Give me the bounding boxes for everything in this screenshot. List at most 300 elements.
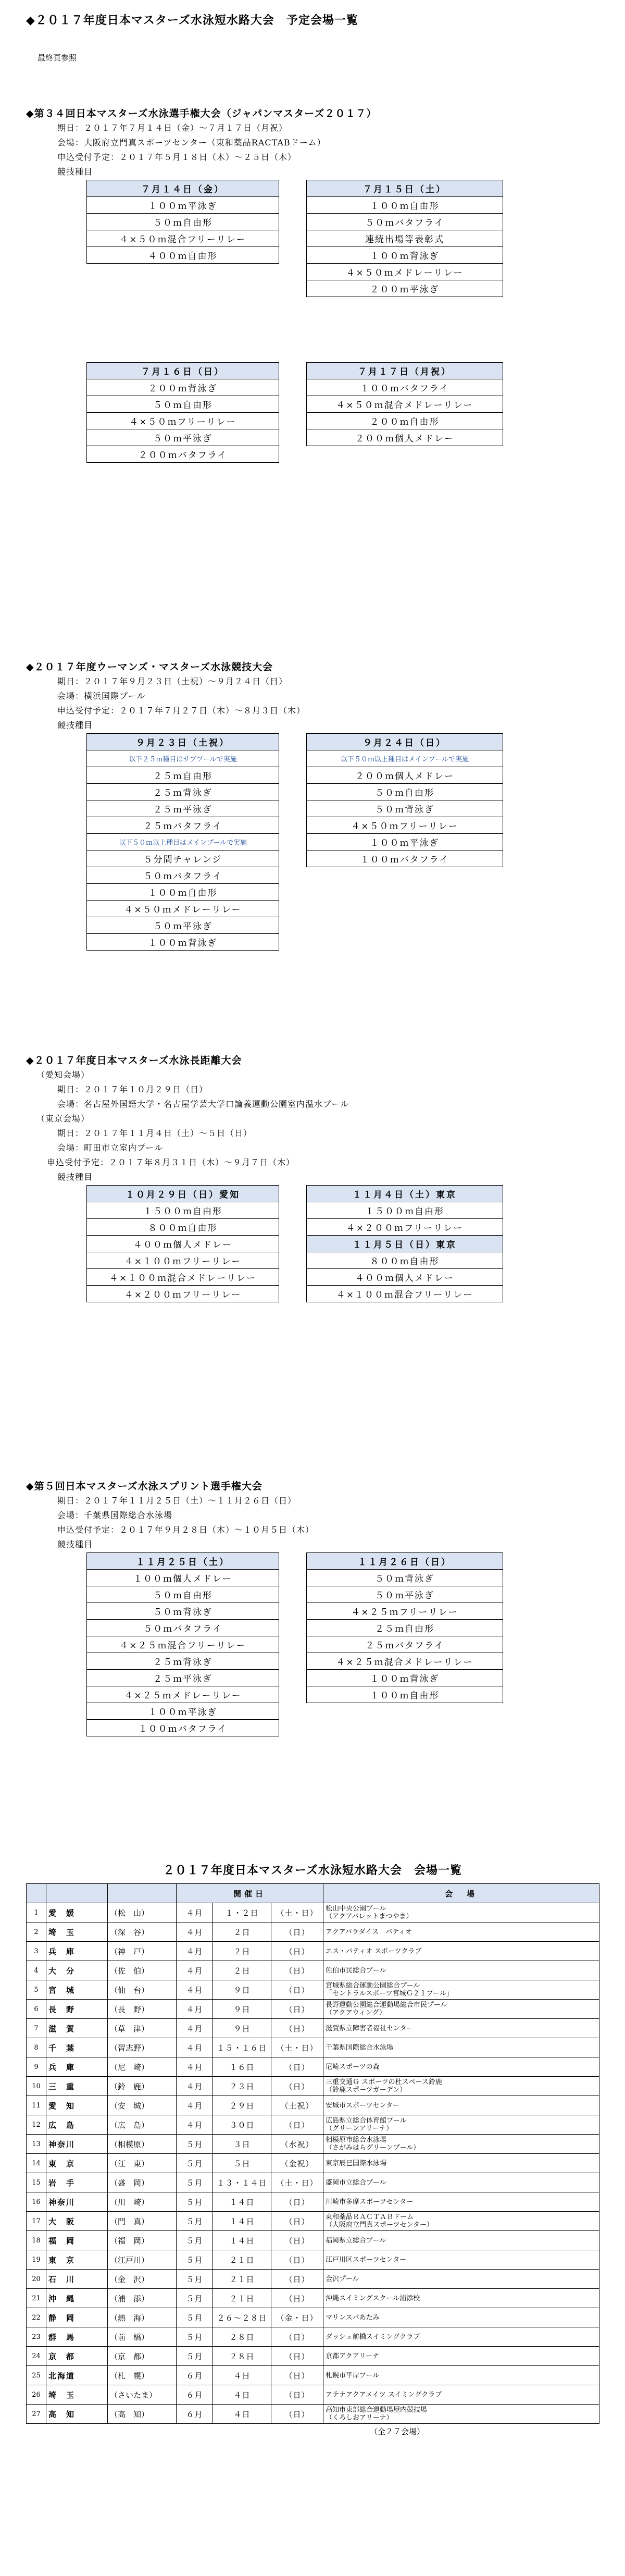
venue-place-line: 相模原市総合水泳場 bbox=[326, 2136, 387, 2144]
venue-prefecture: 大 阪 bbox=[46, 2212, 108, 2231]
s1-day4-header: ７月１７日（月祝） bbox=[307, 363, 503, 379]
venue-city: （長 野） bbox=[108, 2000, 177, 2019]
s3-events-label: 競技種目 bbox=[57, 1172, 93, 1182]
venue-month: ５月 bbox=[177, 2192, 213, 2212]
venue-month: ６月 bbox=[177, 2405, 213, 2424]
venue-prefecture: 京 都 bbox=[46, 2347, 108, 2366]
event-cell: ２５ｍ平泳ぎ bbox=[87, 800, 279, 817]
venue-day: ２３日 bbox=[213, 2077, 271, 2096]
venue-day: ２１日 bbox=[213, 2270, 271, 2289]
venue-place bbox=[323, 2366, 599, 2385]
venue-day: １４日 bbox=[213, 2192, 271, 2212]
venue-weekday: （日） bbox=[271, 1980, 323, 2000]
s1-period: 期日：２０１７年７月１４日（金）〜７月１７日（月祝） bbox=[57, 123, 288, 133]
venue-row bbox=[27, 2154, 599, 2173]
venue-place bbox=[323, 2308, 599, 2327]
s1-day1-table bbox=[86, 180, 279, 264]
s2-events-label: 競技種目 bbox=[57, 720, 93, 730]
venue-prefecture: 岩 手 bbox=[46, 2173, 108, 2192]
venue-row bbox=[27, 1922, 599, 1942]
event-cell: ２５ｍ背泳ぎ bbox=[87, 1653, 279, 1670]
venue-prefecture: 兵 庫 bbox=[46, 1942, 108, 1961]
venue-day: ４日 bbox=[213, 2366, 271, 2385]
venue-prefecture: 沖 縄 bbox=[46, 2289, 108, 2308]
venue-no: 10 bbox=[27, 2077, 46, 2096]
event-cell: １００ｍ自由形 bbox=[87, 884, 279, 901]
venue-place bbox=[323, 2212, 599, 2231]
venue-weekday: （日） bbox=[271, 2077, 323, 2096]
venue-row bbox=[27, 2231, 599, 2250]
venue-place-line: （グリーンアリーナ） bbox=[326, 2125, 393, 2133]
event-cell: ４×２５ｍ混合メドレーリレー bbox=[307, 1653, 503, 1670]
s3-entry: 申込受付予定：２０１７年８月３１日（木）〜９月７日（木） bbox=[47, 1157, 295, 1167]
venue-no: 11 bbox=[27, 2096, 46, 2115]
venue-place-line: 盛岡市立総合プール bbox=[326, 2178, 386, 2187]
venue-place-line: （アクアパレットまつやま） bbox=[326, 1913, 413, 1920]
venue-row bbox=[27, 2289, 599, 2308]
venue-day: ９日 bbox=[213, 2019, 271, 2038]
venue-day: ９日 bbox=[213, 1980, 271, 2000]
venue-place bbox=[323, 2192, 599, 2212]
venue-prefecture: 北海道 bbox=[46, 2366, 108, 2385]
venue-no: 6 bbox=[27, 2000, 46, 2019]
venue-city: （江戸川） bbox=[108, 2250, 177, 2270]
event-cell: ４×１００ｍ混合メドレーリレー bbox=[87, 1269, 279, 1286]
venue-place-line: 東京辰巳国際水泳場 bbox=[326, 2159, 387, 2167]
pool-note: 以下２５ｍ種目はサブプールで実施 bbox=[87, 750, 279, 767]
s3-tokyo-venue: 会場：町田市立室内プール bbox=[57, 1143, 164, 1153]
venue-month: ５月 bbox=[177, 2270, 213, 2289]
venue-place-line: 高知市東部総合運動場屋内競技場 bbox=[326, 2406, 428, 2414]
venue-prefecture: 神奈川 bbox=[46, 2192, 108, 2212]
venue-no: 8 bbox=[27, 2038, 46, 2057]
venue-month: ５月 bbox=[177, 2135, 213, 2154]
s4-day2-header: １１月２６日（日） bbox=[307, 1553, 503, 1570]
venue-city: （さいたま） bbox=[108, 2385, 177, 2405]
venue-weekday: （日） bbox=[271, 2270, 323, 2289]
venue-city: （前 橋） bbox=[108, 2327, 177, 2347]
venue-place-line: 宮城県総合運動公園総合プール bbox=[326, 1982, 420, 1990]
venue-no: 3 bbox=[27, 1942, 46, 1961]
venue-place bbox=[323, 2250, 599, 2270]
venue-place-line: エス・パティオ スポーツクラブ bbox=[326, 1947, 422, 1955]
venue-day: ３日 bbox=[213, 2135, 271, 2154]
venue-place-line: 江戸川区スポーツセンター bbox=[326, 2255, 406, 2264]
event-cell: ４×５０ｍ混合メドレーリレー bbox=[307, 396, 503, 413]
event-cell: １５００ｍ自由形 bbox=[307, 1202, 503, 1219]
venue-row bbox=[27, 1903, 599, 1922]
venue-weekday: （日） bbox=[271, 2231, 323, 2250]
venue-city: （深 谷） bbox=[108, 1922, 177, 1942]
event-cell: ４×２００ｍフリーリレー bbox=[87, 1286, 279, 1302]
venue-day: ５日 bbox=[213, 2154, 271, 2173]
venue-city: （鈴 鹿） bbox=[108, 2077, 177, 2096]
venue-row bbox=[27, 1942, 599, 1961]
event-cell: ５０ｍバタフライ bbox=[87, 1620, 279, 1636]
venue-place-line: アクアパラダイス パティオ bbox=[326, 1928, 413, 1936]
venue-city: （神 戸） bbox=[108, 1942, 177, 1961]
venue-prefecture: 福 岡 bbox=[46, 2231, 108, 2250]
event-cell: １５００ｍ自由形 bbox=[87, 1202, 279, 1219]
venue-no: 24 bbox=[27, 2347, 46, 2366]
s3-tokyo-label: （東京会場） bbox=[36, 1114, 90, 1124]
venue-place bbox=[323, 1942, 599, 1961]
s1-day1-header: ７月１４日（金） bbox=[87, 180, 279, 197]
venue-place-line: （くろしおアリーナ） bbox=[326, 2414, 393, 2422]
event-cell: ２５ｍ自由形 bbox=[87, 767, 279, 784]
venue-month: ５月 bbox=[177, 2308, 213, 2327]
event-cell: ５０ｍ平泳ぎ bbox=[87, 917, 279, 934]
venue-no: 2 bbox=[27, 1922, 46, 1942]
venue-month: ６月 bbox=[177, 2366, 213, 2385]
venue-city: （盛 岡） bbox=[108, 2173, 177, 2192]
venue-place-line: 広島県立総合体育館プール bbox=[326, 2117, 407, 2125]
venue-weekday: （土・日） bbox=[271, 2038, 323, 2057]
venue-day: ２日 bbox=[213, 1922, 271, 1942]
s1-day2-header: ７月１５日（土） bbox=[307, 180, 503, 197]
venue-day: ２日 bbox=[213, 1961, 271, 1980]
venue-place bbox=[323, 2115, 599, 2135]
s3-aichi-period: 期日：２０１７年１０月２９日（日） bbox=[57, 1084, 208, 1094]
venue-prefecture: 愛 媛 bbox=[46, 1903, 108, 1922]
venue-city: （佐 伯） bbox=[108, 1961, 177, 1980]
venue-place-line: 佐伯市民総合プール bbox=[326, 1966, 386, 1975]
venue-weekday: （金・日） bbox=[271, 2308, 323, 2327]
venue-day: １５・１６日 bbox=[213, 2038, 271, 2057]
event-cell: ２５ｍ平泳ぎ bbox=[87, 1670, 279, 1686]
s4-day2-table bbox=[306, 1552, 503, 1703]
s2-entry: 申込受付予定：２０１７年７月２７日（木）〜８月３日（木） bbox=[57, 706, 306, 716]
event-cell: １００ｍ平泳ぎ bbox=[87, 197, 279, 214]
venue-weekday: （日） bbox=[271, 2289, 323, 2308]
venue-row bbox=[27, 1961, 599, 1980]
event-cell: ４×２５ｍフリーリレー bbox=[307, 1603, 503, 1620]
venue-month: ５月 bbox=[177, 2212, 213, 2231]
venue-city: （札 幌） bbox=[108, 2366, 177, 2385]
s4-period: 期日：２０１７年１１月２５日（土）〜１１月２６日（日） bbox=[57, 1496, 297, 1506]
event-cell: ４００ｍ個人メドレー bbox=[87, 1236, 279, 1252]
venue-row bbox=[27, 2212, 599, 2231]
venue-place-line: ダッシュ前橋スイミングクラブ bbox=[326, 2333, 420, 2341]
venue-day: ２６〜２８日 bbox=[213, 2308, 271, 2327]
venue-prefecture: 高 知 bbox=[46, 2405, 108, 2424]
s2-period: 期日：２０１７年９月２３日（土祝）〜９月２４日（日） bbox=[57, 676, 288, 686]
venue-place-line: アテナアクアメイツ スイミングクラブ bbox=[326, 2390, 442, 2399]
event-cell: ８００ｍ自由形 bbox=[87, 1219, 279, 1236]
s3-tokyo-table bbox=[306, 1185, 503, 1302]
venue-place bbox=[323, 2000, 599, 2019]
venue-row bbox=[27, 2115, 599, 2135]
venue-place-line: 金沢プール bbox=[326, 2275, 359, 2283]
venue-day: ２８日 bbox=[213, 2327, 271, 2347]
event-cell: ２００ｍ個人メドレー bbox=[307, 429, 503, 446]
venue-place-line: （鈴鹿スポーツガーデン） bbox=[326, 2086, 407, 2094]
venue-place-line: （アクアウィング） bbox=[326, 2009, 386, 2017]
venue-no: 1 bbox=[27, 1903, 46, 1922]
venue-table bbox=[26, 1883, 599, 2424]
venue-no: 22 bbox=[27, 2308, 46, 2327]
venue-row bbox=[27, 2096, 599, 2115]
venue-place bbox=[323, 2347, 599, 2366]
s3-tokyo-period: 期日：２０１７年１１月４日（土）〜５日（日） bbox=[57, 1128, 253, 1138]
s1-title: ◆第３４回日本マスターズ水泳選手権大会（ジャパンマスターズ２０１７） bbox=[26, 108, 377, 119]
venue-row bbox=[27, 2366, 599, 2385]
venue-place-line: 京都アクアリーナ bbox=[326, 2352, 380, 2360]
event-cell: ５０ｍ背泳ぎ bbox=[307, 800, 503, 817]
s2-venue: 会場：横浜国際プール bbox=[57, 691, 146, 701]
venue-no: 23 bbox=[27, 2327, 46, 2347]
venue-place-line: 長野運動公園総合運動場総合市民プール bbox=[326, 2001, 447, 2009]
venue-weekday: （日） bbox=[271, 2212, 323, 2231]
venue-day: ４日 bbox=[213, 2405, 271, 2424]
s2-day1-header: ９月２３日（土祝） bbox=[87, 734, 279, 750]
venue-row bbox=[27, 2135, 599, 2154]
venue-place bbox=[323, 1903, 599, 1922]
event-cell: ５０ｍ自由形 bbox=[87, 1586, 279, 1603]
venue-place bbox=[323, 2077, 599, 2096]
event-cell: １００ｍ個人メドレー bbox=[87, 1570, 279, 1586]
venue-place bbox=[323, 1980, 599, 2000]
venue-month: ４月 bbox=[177, 1980, 213, 2000]
venue-city: （江 東） bbox=[108, 2154, 177, 2173]
venue-day: １６日 bbox=[213, 2057, 271, 2077]
event-cell: ４００ｍ個人メドレー bbox=[307, 1269, 503, 1286]
s1-day4-table bbox=[306, 362, 503, 446]
event-cell: ４×５０ｍフリーリレー bbox=[87, 413, 279, 429]
s3-aichi-table bbox=[86, 1185, 279, 1302]
venue-place bbox=[323, 2096, 599, 2115]
venue-day: ９日 bbox=[213, 2000, 271, 2019]
pool-note: 以下５０ｍ以上種目はメインプールで実施 bbox=[307, 750, 503, 767]
venue-month: ４月 bbox=[177, 2019, 213, 2038]
s2-day1-table bbox=[86, 733, 279, 951]
venue-prefecture: 広 島 bbox=[46, 2115, 108, 2135]
s3-title: ◆２０１７年度日本マスターズ水泳長距離大会 bbox=[26, 1055, 242, 1066]
venue-place-line: マリンスパあたみ bbox=[326, 2313, 380, 2322]
venue-prefecture: 愛 知 bbox=[46, 2096, 108, 2115]
venue-row bbox=[27, 2192, 599, 2212]
event-cell: 連続出場等表彰式 bbox=[307, 230, 503, 247]
venue-city: （京 都） bbox=[108, 2347, 177, 2366]
venue-place-line: 沖縄スイミングスクール浦添校 bbox=[326, 2294, 420, 2302]
venue-total: （全２７会場） bbox=[370, 2427, 425, 2436]
venue-row bbox=[27, 2038, 599, 2057]
venue-no: 7 bbox=[27, 2019, 46, 2038]
event-cell: ４×２００ｍフリーリレー bbox=[307, 1219, 503, 1236]
venue-row bbox=[27, 2270, 599, 2289]
event-cell: ２００ｍ個人メドレー bbox=[307, 767, 503, 784]
venue-place-line: 三重交通Ｇ スポーツの杜スペース鈴鹿 bbox=[326, 2078, 442, 2086]
s4-venue: 会場：千葉県国際総合水泳場 bbox=[57, 1510, 173, 1520]
venue-month: ４月 bbox=[177, 2057, 213, 2077]
venue-day: ２日 bbox=[213, 1942, 271, 1961]
venue-weekday: （日） bbox=[271, 2057, 323, 2077]
venue-prefecture: 滋 賀 bbox=[46, 2019, 108, 2038]
event-cell: ４×５０ｍメドレーリレー bbox=[307, 264, 503, 280]
venue-month: ４月 bbox=[177, 1903, 213, 1922]
venue-day: ４日 bbox=[213, 2385, 271, 2405]
venue-month: ５月 bbox=[177, 2327, 213, 2347]
venue-place bbox=[323, 2154, 599, 2173]
venue-row bbox=[27, 2250, 599, 2270]
venue-place bbox=[323, 2231, 599, 2250]
venue-place bbox=[323, 2289, 599, 2308]
venue-city: （福 岡） bbox=[108, 2231, 177, 2250]
venue-row bbox=[27, 2057, 599, 2077]
venue-place-line: 滋賀県立障害者福祉センター bbox=[326, 2024, 414, 2032]
venue-city: （仙 台） bbox=[108, 1980, 177, 2000]
venue-prefecture: 埼 玉 bbox=[46, 1922, 108, 1942]
venue-weekday: （日） bbox=[271, 1942, 323, 1961]
venue-place-line: （大阪府立門真スポーツセンター） bbox=[326, 2221, 433, 2229]
venue-weekday: （土・日） bbox=[271, 1903, 323, 1922]
venue-weekday: （日） bbox=[271, 2385, 323, 2405]
venue-month: ４月 bbox=[177, 1961, 213, 1980]
venue-no: 13 bbox=[27, 2135, 46, 2154]
event-cell: ４×５０ｍ混合フリーリレー bbox=[87, 230, 279, 247]
venue-prefecture: 石 川 bbox=[46, 2270, 108, 2289]
venue-no: 15 bbox=[27, 2173, 46, 2192]
venue-row bbox=[27, 2405, 599, 2424]
venue-weekday: （日） bbox=[271, 2019, 323, 2038]
venue-no: 21 bbox=[27, 2289, 46, 2308]
event-cell: １００ｍ背泳ぎ bbox=[87, 934, 279, 951]
event-cell: ５０ｍ平泳ぎ bbox=[307, 1586, 503, 1603]
venue-month: ５月 bbox=[177, 2173, 213, 2192]
venue-no: 19 bbox=[27, 2250, 46, 2270]
venue-day: １４日 bbox=[213, 2212, 271, 2231]
s3-aichi-header: １０月２９日（日）愛知 bbox=[87, 1186, 279, 1202]
venue-place-line: （さがみはらグリーンプール） bbox=[326, 2144, 420, 2152]
venue-city: （金 沢） bbox=[108, 2270, 177, 2289]
venue-prefecture: 神奈川 bbox=[46, 2135, 108, 2154]
venue-prefecture: 埼 玉 bbox=[46, 2385, 108, 2405]
venue-month: ５月 bbox=[177, 2231, 213, 2250]
venue-month: ５月 bbox=[177, 2250, 213, 2270]
venue-prefecture: 千 葉 bbox=[46, 2038, 108, 2057]
s1-day2-table bbox=[306, 180, 503, 297]
s2-day2-header: ９月２４日（日） bbox=[307, 734, 503, 750]
venue-city: （川 崎） bbox=[108, 2192, 177, 2212]
venue-weekday: （土・日） bbox=[271, 2173, 323, 2192]
event-cell: １００ｍ平泳ぎ bbox=[87, 1703, 279, 1720]
venue-place-line: 東和薬品ＲＡＣＴＡＢドーム bbox=[326, 2213, 414, 2221]
event-cell: ５０ｍ自由形 bbox=[87, 214, 279, 230]
venue-weekday: （日） bbox=[271, 2347, 323, 2366]
venue-place bbox=[323, 1961, 599, 1980]
venue-weekday: （日） bbox=[271, 2250, 323, 2270]
venue-no: 18 bbox=[27, 2231, 46, 2250]
event-cell: １００ｍ背泳ぎ bbox=[307, 1670, 503, 1686]
venue-no: 16 bbox=[27, 2192, 46, 2212]
venue-day: ２８日 bbox=[213, 2347, 271, 2366]
event-cell: ５０ｍ自由形 bbox=[307, 784, 503, 800]
event-cell: １００ｍ平泳ぎ bbox=[307, 834, 503, 851]
venue-day: ２１日 bbox=[213, 2289, 271, 2308]
venue-no: 17 bbox=[27, 2212, 46, 2231]
event-cell: ５０ｍ背泳ぎ bbox=[87, 1603, 279, 1620]
venue-month: ４月 bbox=[177, 2096, 213, 2115]
venue-weekday: （日） bbox=[271, 2366, 323, 2385]
venue-prefecture: 三 重 bbox=[46, 2077, 108, 2096]
s2-title: ◆２０１７年度ウーマンズ・マスターズ水泳競技大会 bbox=[26, 661, 273, 673]
venue-month: ５月 bbox=[177, 2154, 213, 2173]
venue-place-line: 松山中央公園プール bbox=[326, 1905, 386, 1913]
event-cell: ２００ｍバタフライ bbox=[87, 446, 279, 463]
venue-day: １３・１４日 bbox=[213, 2173, 271, 2192]
event-cell: ２００ｍ自由形 bbox=[307, 413, 503, 429]
event-cell: １００ｍバタフライ bbox=[87, 1720, 279, 1736]
s1-venue: 会場：大阪府立門真スポーツセンター（東和薬品RACTABドーム） bbox=[57, 138, 326, 147]
venue-prefecture: 宮 城 bbox=[46, 1980, 108, 2000]
venue-weekday: （日） bbox=[271, 2000, 323, 2019]
venue-no: 25 bbox=[27, 2366, 46, 2385]
event-cell: １００ｍ自由形 bbox=[307, 197, 503, 214]
event-cell: １００ｍバタフライ bbox=[307, 379, 503, 396]
venue-day: １４日 bbox=[213, 2231, 271, 2250]
venue-day: ２９日 bbox=[213, 2096, 271, 2115]
event-cell: ２５ｍバタフライ bbox=[87, 817, 279, 834]
venue-city: （尼 崎） bbox=[108, 2057, 177, 2077]
venue-place-line: 札幌市平岸プール bbox=[326, 2371, 380, 2380]
s1-day3-table bbox=[86, 362, 279, 463]
venue-no: 9 bbox=[27, 2057, 46, 2077]
venue-city: （高 知） bbox=[108, 2405, 177, 2424]
venue-place-line: 「セントラルスポーツ宮城Ｇ２１プール」 bbox=[326, 1990, 454, 1998]
venue-month: ４月 bbox=[177, 1922, 213, 1942]
venue-place bbox=[323, 2057, 599, 2077]
s4-events-label: 競技種目 bbox=[57, 1539, 93, 1549]
venue-row bbox=[27, 2019, 599, 2038]
venue-prefecture: 群 馬 bbox=[46, 2327, 108, 2347]
venue-row bbox=[27, 2000, 599, 2019]
venue-prefecture: 大 分 bbox=[46, 1961, 108, 1980]
event-cell: ４×５０ｍフリーリレー bbox=[307, 817, 503, 834]
venue-place-line: 安城市スポーツセンター bbox=[326, 2101, 399, 2110]
s4-entry: 申込受付予定：２０１７年９月２８日（木）〜１０月５日（木） bbox=[57, 1525, 315, 1535]
venue-no: 20 bbox=[27, 2270, 46, 2289]
venue-place-line: 福岡県立総合プール bbox=[326, 2236, 386, 2245]
venue-place bbox=[323, 2038, 599, 2057]
venue-row bbox=[27, 2173, 599, 2192]
venue-place bbox=[323, 2385, 599, 2405]
venue-row bbox=[27, 2347, 599, 2366]
event-cell: ４×２５ｍ混合フリーリレー bbox=[87, 1636, 279, 1653]
event-cell: ５分間チャレンジ bbox=[87, 851, 279, 867]
event-cell: ５０ｍ平泳ぎ bbox=[87, 429, 279, 446]
venue-list-title: ２０１７年度日本マスターズ水泳短水路大会 会場一覧 bbox=[163, 1864, 462, 1877]
event-cell: ２５ｍ自由形 bbox=[307, 1620, 503, 1636]
venue-place bbox=[323, 2135, 599, 2154]
event-cell: １００ｍバタフライ bbox=[307, 851, 503, 867]
event-cell: ５０ｍバタフライ bbox=[307, 214, 503, 230]
venue-city: （広 島） bbox=[108, 2115, 177, 2135]
venue-month: ４月 bbox=[177, 1942, 213, 1961]
pool-note: 以下５０ｍ以上種目はメインプールで実施 bbox=[87, 834, 279, 851]
venue-place bbox=[323, 1922, 599, 1942]
venue-prefecture: 東 京 bbox=[46, 2250, 108, 2270]
event-cell: ４００ｍ自由形 bbox=[87, 247, 279, 264]
venue-prefecture: 静 岡 bbox=[46, 2308, 108, 2327]
venue-day: ２１日 bbox=[213, 2250, 271, 2270]
event-cell: ２００ｍ背泳ぎ bbox=[87, 379, 279, 396]
venue-place-line: 川崎市多摩スポーツセンター bbox=[326, 2198, 413, 2206]
venue-weekday: （日） bbox=[271, 2327, 323, 2347]
venue-place bbox=[323, 2405, 599, 2424]
header-date: 開催日 bbox=[177, 1884, 323, 1903]
s4-day1-table bbox=[86, 1552, 279, 1736]
venue-weekday: （日） bbox=[271, 2115, 323, 2135]
